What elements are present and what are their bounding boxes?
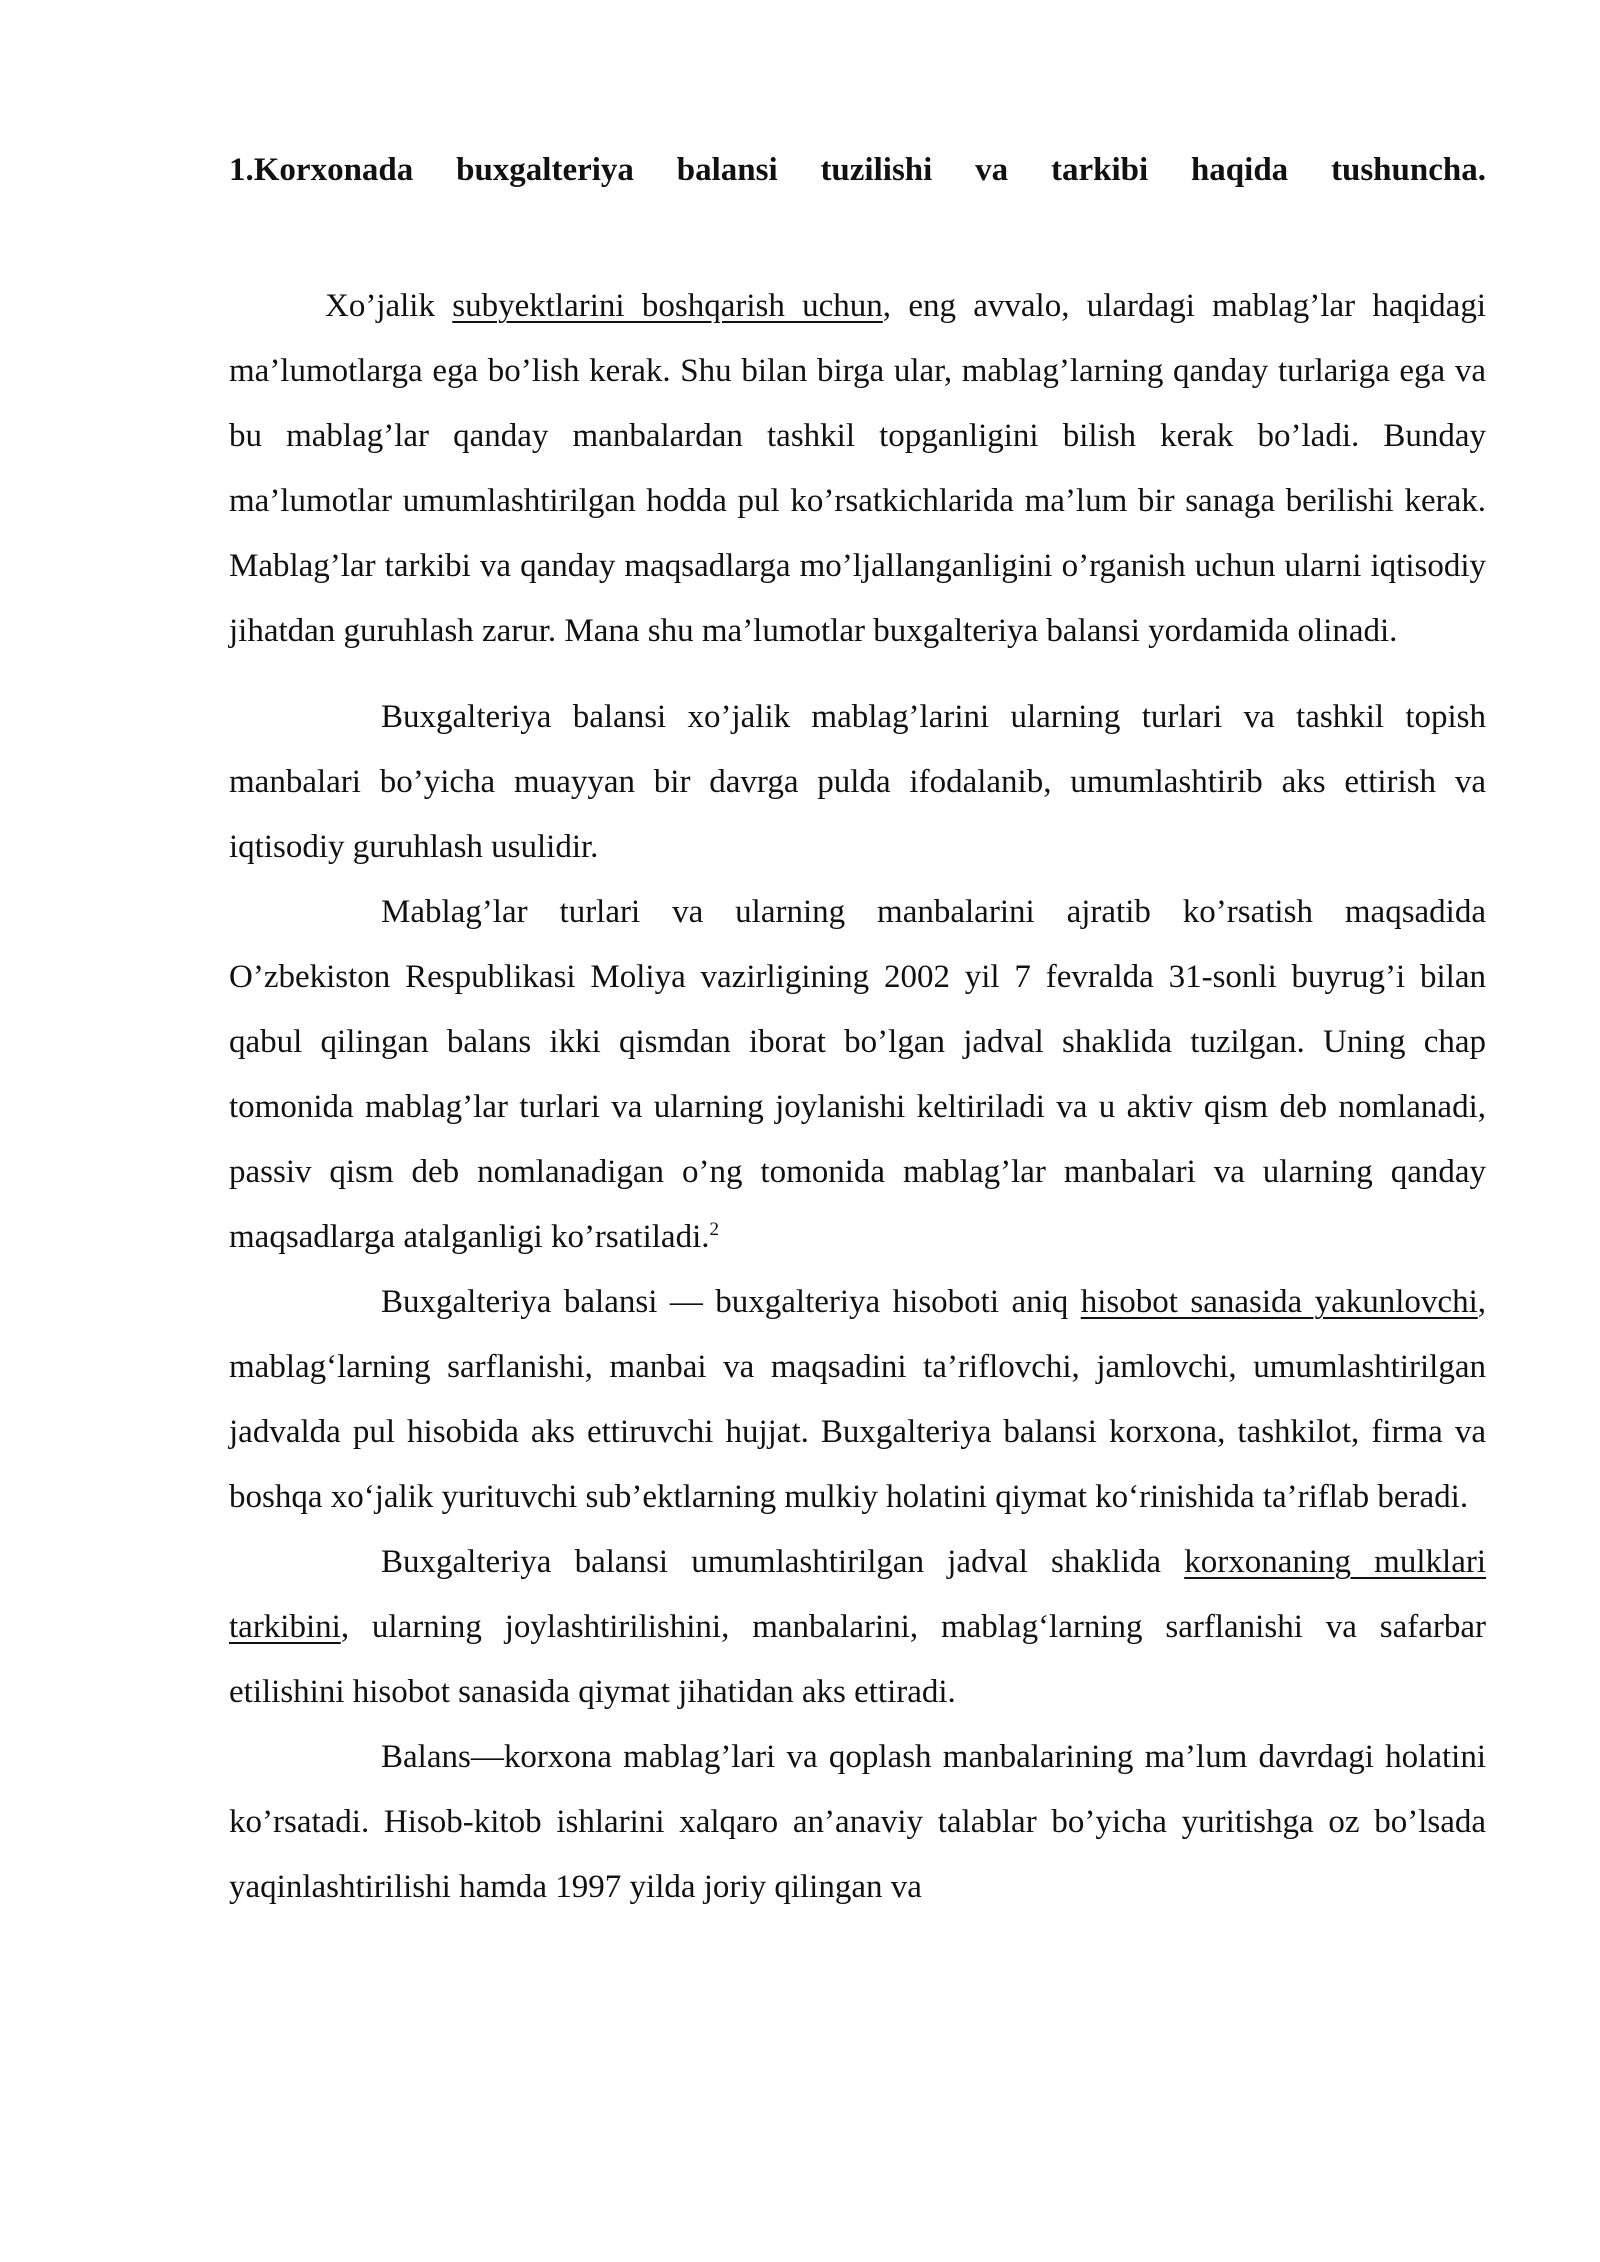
document-page bbox=[229, 150, 1486, 1920]
paragraph-6: Balans—korxona mablag’lari va qoplash manbalarining ma’lum davrdagi holatini ko’rsatadi. Hisob-kitob ishlarini xalqaro an’anaviy talablar bo’yicha yuritishga oz bo’lsada yaqinlashtirilishi hamda 1997 yilda joriy qilingan va bbox=[229, 1739, 1486, 1905]
paragraph-4-text-b: , mablag‘larning sarflanishi, manbai va maqsadini ta’riflovchi, jamlovchi, umumlashtirilgan jadvalda pul hisobida aks ettiruvchi hujjat. Buxgalteriya balansi korxona, tashkilot, firma va boshqa xo‘jalik yurituvchi sub’ektlarning mulkiy holatini qiymat ko‘rinishida ta’riflab beradi. bbox=[229, 1284, 1486, 1515]
footnote-reference[interactable]: 2 bbox=[709, 1219, 719, 1240]
paragraph-5 bbox=[229, 1530, 1486, 1725]
paragraph-5-text-a: Buxgalteriya balansi umumlashtirilgan jadval shaklida bbox=[381, 1544, 1185, 1580]
paragraph-2: Buxgalteriya balansi xo’jalik mablag’larini ularning turlari va tashkil topish manbalari bo’yicha muayyan bir davrga pulda ifodalanib, umumlashtirib aks ettirish va iqtisodiy guruhlash usulidir. bbox=[229, 699, 1486, 865]
paragraph-3-text: Mablag’lar turlari va ularning manbalarini ajratib ko’rsatish maqsadida O’zbekiston Respublikasi Moliya vazirligining 2002 yil 7 fevralda 31-sonli buyrug’i bilan qabul qilingan balans ikki qismdan iborat bo’lgan jadval shaklida tuzilgan. Uning chap tomonida mablag’lar turlari va ularning joylanishi keltiriladi va u aktiv qism deb nomlanadi, passiv qism deb nomlanadigan o’ng tomonida mablag’lar manbalari va ularning qanday maqsadlarga atalganligi ko’rsatiladi. bbox=[229, 894, 1486, 1255]
paragraph-4-text-a: Buxgalteriya balansi — buxgalteriya hisoboti aniq bbox=[381, 1284, 1081, 1320]
paragraph-1-text-a: Xo’jalik bbox=[325, 288, 453, 324]
paragraph-1 bbox=[229, 274, 1486, 664]
section-heading: 1.Korxonada buxgalteriya balansi tuzilishi va tarkibi haqida tushuncha. bbox=[229, 152, 1486, 188]
paragraph-1-text-b: , eng avvalo, ulardagi mablag’lar haqidagi ma’lumotlarga ega bo’lish kerak. Shu bilan birga ular, mablag’larning qanday turlariga ega va bu mablag’lar qanday manbalardan tashkil topganligini bilish kerak bo’ladi. Bunday ma’lumotlar umumlashtirilgan hodda pul ko’rsatkichlarida ma’lum bir sanaga berilishi kerak. Mablag’lar tarkibi va qanday maqsadlarga mo’ljallanganligini o’rganish uchun ularni iqtisodiy jihatdan guruhlash zarur. Mana shu ma’lumotlar buxgalteriya balansi yordamida olinadi. bbox=[229, 288, 1486, 649]
paragraph-1-hyperlink[interactable]: subyektlarini boshqarish uchun bbox=[452, 288, 883, 324]
paragraph-3 bbox=[229, 880, 1486, 1270]
paragraph-5-text-b: , ularning joylashtirilishini, manbalarini, mablag‘larning sarflanishi va safarbar etilishini hisobot sanasida qiymat jihatidan aks ettiradi. bbox=[229, 1609, 1486, 1710]
paragraph-4 bbox=[229, 1270, 1486, 1530]
paragraph-4-hyperlink[interactable]: hisobot sanasida yakunlovchi bbox=[1080, 1284, 1478, 1320]
paragraph-5-hyperlink[interactable]: korxonaning mulklari tarkibini bbox=[229, 1544, 1486, 1645]
